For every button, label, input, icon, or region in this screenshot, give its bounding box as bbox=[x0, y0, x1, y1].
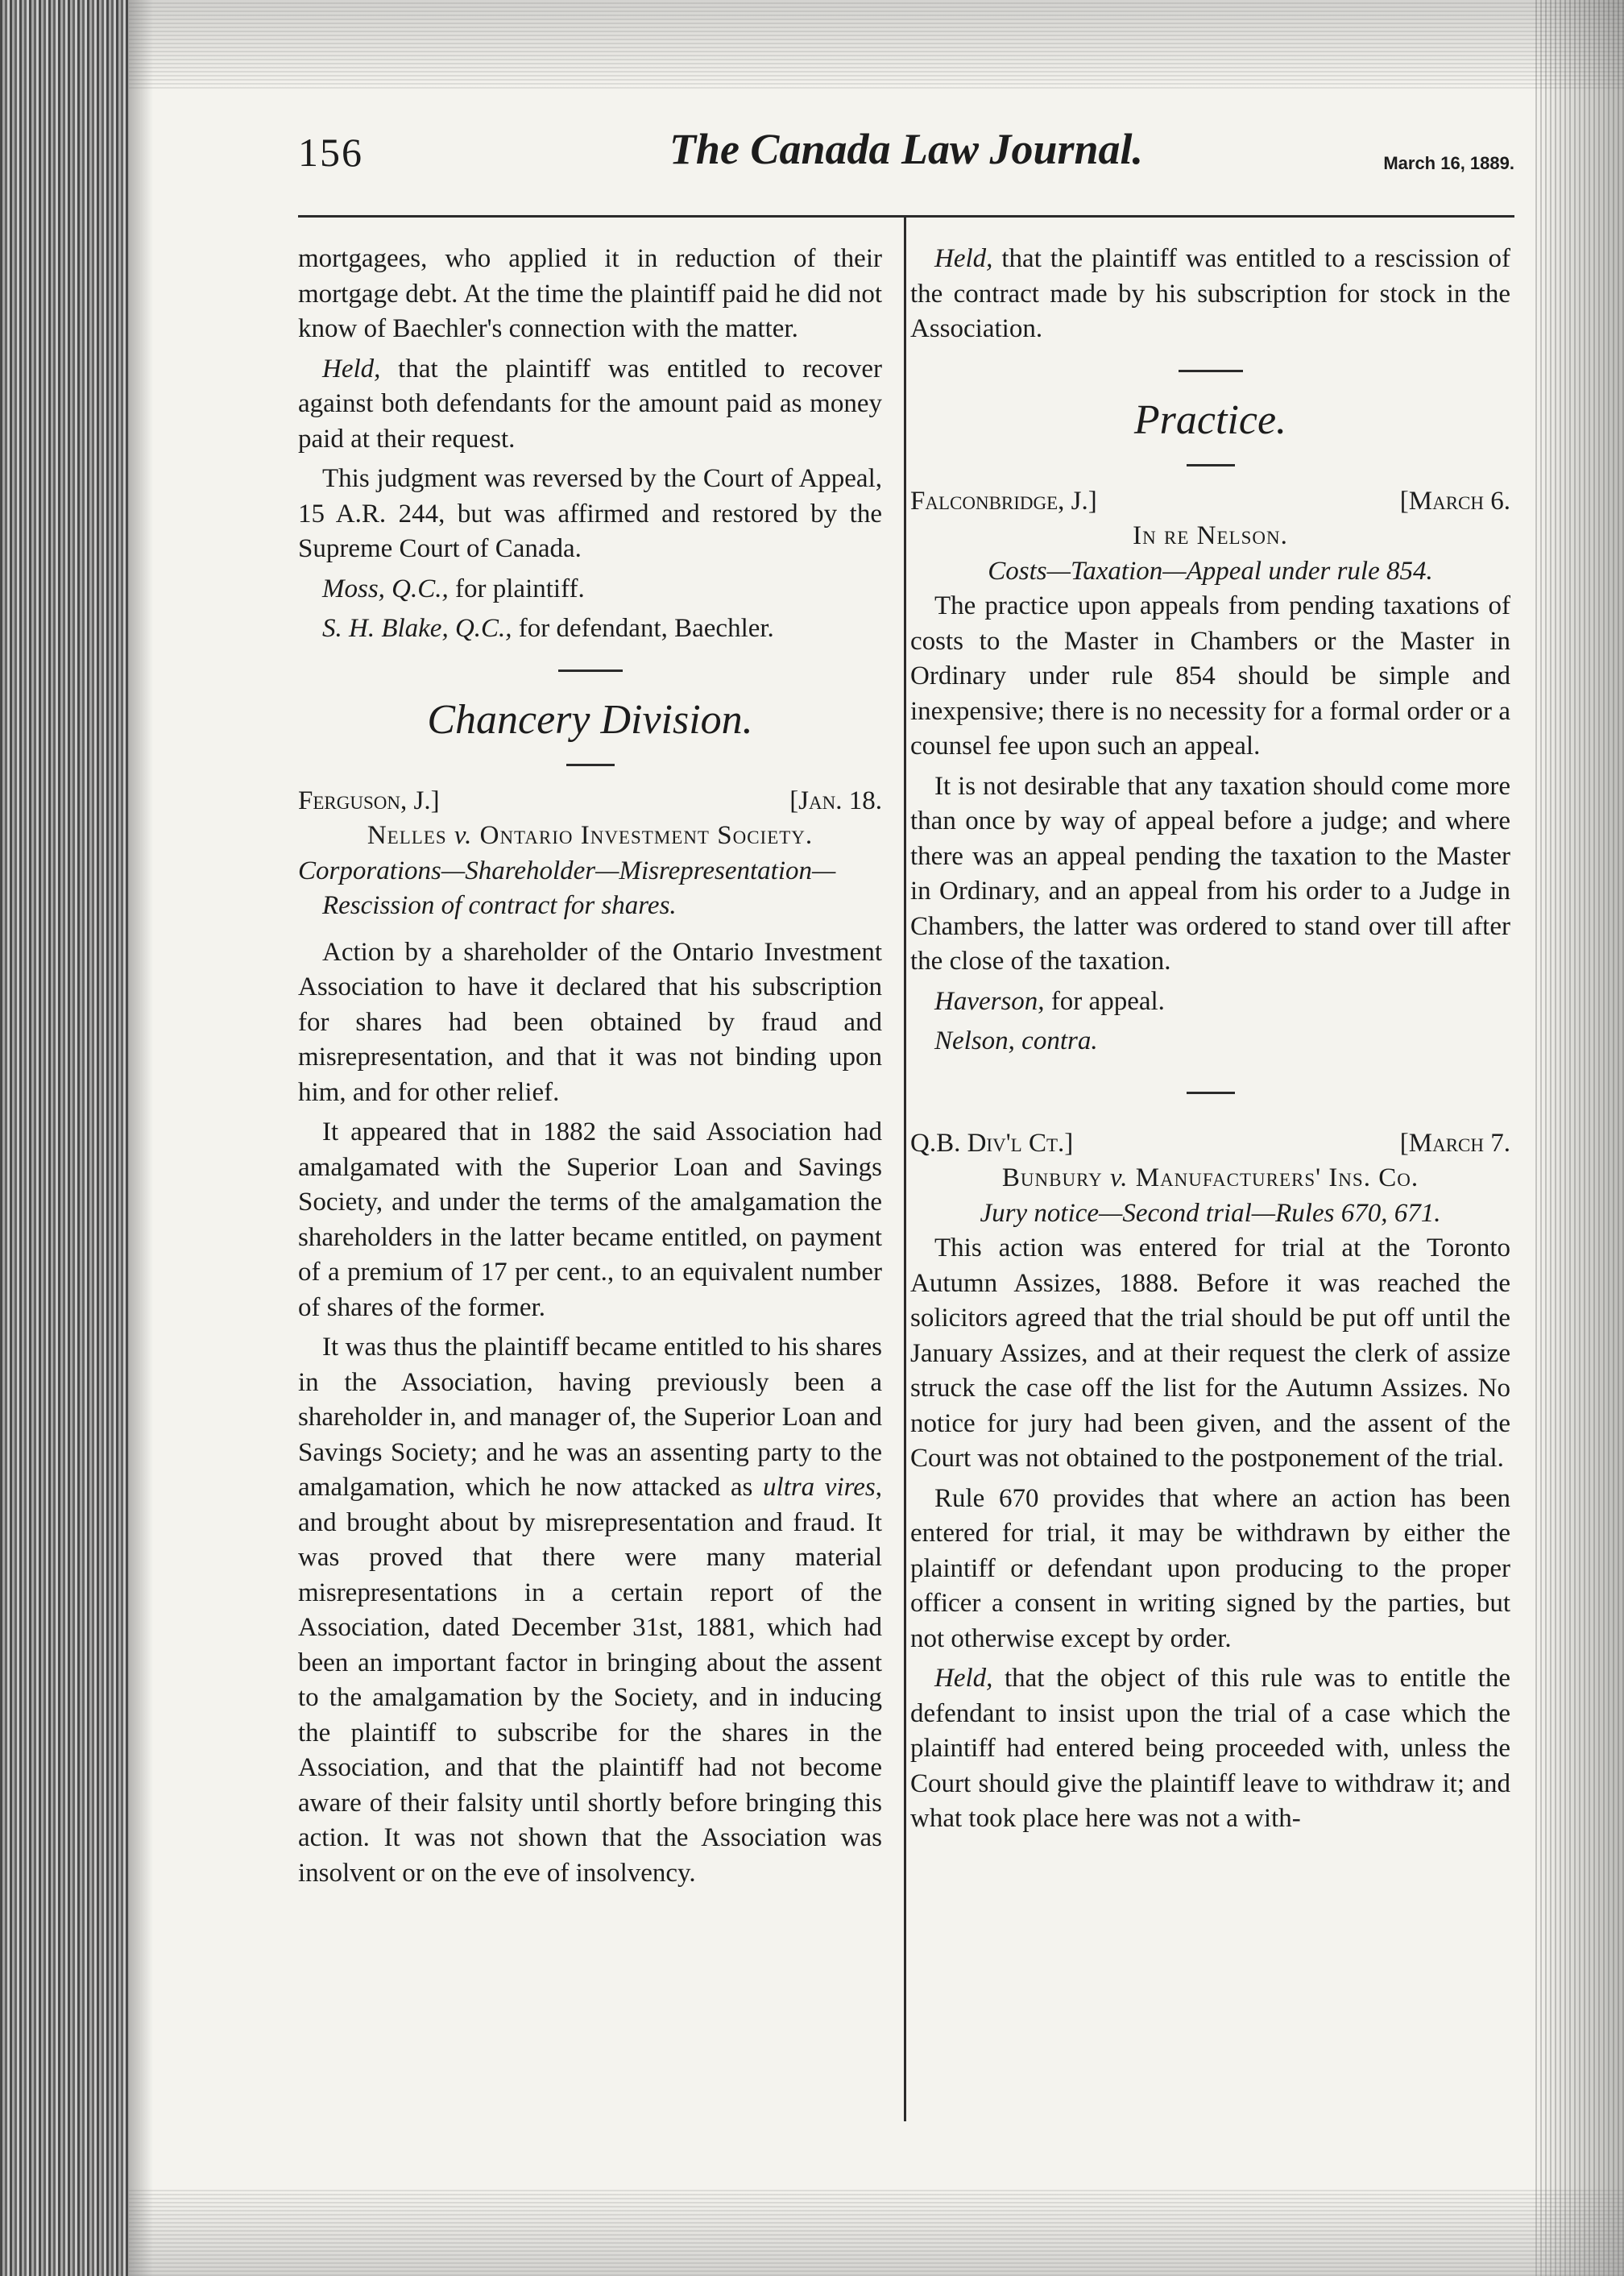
paragraph bbox=[298, 352, 882, 458]
running-header bbox=[298, 121, 1514, 185]
case-title: In re Nelson. bbox=[1133, 521, 1288, 550]
paragraph: The practice upon appeals from pending taxations of costs to the Master in Chambers or the Master in Ordinary under rule 854 should be simple and inexpensive; there is no necessity for a formal order or a counsel fee upon such an appeal. bbox=[910, 591, 1510, 761]
section-heading-chancery: Chancery Division. bbox=[427, 696, 753, 743]
case-header bbox=[910, 484, 1510, 520]
italic-term: ultra vires bbox=[763, 1473, 876, 1502]
scan-edge-right bbox=[1535, 0, 1624, 2276]
section-heading-practice: Practice. bbox=[1133, 396, 1287, 443]
paragraph: This action was entered for trial at the Toronto Autumn Assizes, 1888. Before it was reached the solicitors agreed that the trial should be put off until the January Assizes, and at their request the clerk of assize struck the case off the list for the Autumn Assizes. No notice for jury had been given, and the assent of the Court was not obtained to the postponement of the trial. bbox=[910, 1233, 1510, 1473]
held-lead: Held, bbox=[934, 244, 993, 273]
case-subject: Jury notice—Second trial—Rules 670, 671. bbox=[980, 1198, 1441, 1228]
issue-date: March 16, 1889. bbox=[1383, 153, 1514, 173]
case-date: [Jan. 18. bbox=[789, 786, 882, 815]
left-column bbox=[298, 242, 882, 1891]
paragraph: It is not desirable that any taxation should come more than once by way of appeal before a judge; and where there was an appeal pending the taxation to the Master in Ordinary, and an appeal from his order to a Judge in Chambers, the latter was ordered to stand over till after the close of the taxation. bbox=[910, 771, 1510, 976]
paragraph bbox=[298, 1330, 882, 1891]
scan-edge-bottom bbox=[129, 2187, 1624, 2276]
paragraph: Action by a shareholder of the Ontario Investment Association to have it declared that his subscription for shares had been obtained by fraud and misrepresentation, and that it was not binding upon him, and for other relief. bbox=[298, 937, 882, 1107]
held-lead: Held, bbox=[934, 1664, 993, 1693]
right-column bbox=[910, 242, 1510, 1837]
section-rule bbox=[558, 670, 623, 672]
case-title bbox=[910, 1161, 1510, 1196]
counsel-line bbox=[298, 611, 882, 647]
case-date: [March 7. bbox=[1399, 1128, 1510, 1158]
paragraph-text: that the object of this rule was to entitle the defendant to insist upon the trial of a case which the plaintiff had entered being proceeded with, unless the Court should give the plaintiff leave to withdraw it; and what took place here was not a with- bbox=[910, 1664, 1510, 1833]
counsel-line bbox=[298, 572, 882, 607]
paragraph-text: , and brought about by misrepresentation and fraud. It was proved that there were many material misrepresentations in a certain report of the Association, dated December 31st, 1881, which had been an important factor in bringing about the assent to the amalgamation by the Society, and in inducing the plaintiff to subscribe for the shares in the Association, and that the plaintiff had not become aware of their falsity until shortly before bringing this action. It was not shown that the Association was insolvent or on the eve of insolvency. bbox=[298, 1473, 882, 1888]
case-versus: v. bbox=[1110, 1163, 1129, 1192]
scan-edge-top bbox=[129, 0, 1624, 89]
counsel-line bbox=[910, 985, 1510, 1020]
section-rule bbox=[1187, 1092, 1235, 1094]
case-title bbox=[298, 819, 882, 854]
paragraph: Rule 670 provides that where an action has been entered for trial, it may be withdrawn by either the plaintiff or defendant upon producing to the proper officer a consent in writing signed by the parties, but not otherwise except by order. bbox=[910, 1483, 1510, 1653]
case-party: Bunbury bbox=[1001, 1163, 1103, 1192]
case-versus: v. bbox=[454, 821, 473, 850]
case-judge: Ferguson, J.] bbox=[298, 786, 440, 815]
counsel-line: Nelson, contra. bbox=[934, 1026, 1098, 1055]
counsel-role: for plaintiff. bbox=[448, 574, 585, 603]
book-spine-shadow bbox=[0, 0, 129, 2276]
case-header bbox=[298, 784, 882, 819]
page-number: 156 bbox=[298, 130, 363, 175]
counsel-role: for appeal. bbox=[1044, 986, 1165, 1016]
case-party: Manufacturers' Ins. Co. bbox=[1135, 1163, 1419, 1192]
counsel-name: S. H. Blake, Q.C., bbox=[322, 614, 512, 643]
paragraph: mortgagees, who applied it in reduction of their mortgage debt. At the time the plaintiff paid he did not know of Baechler's connection with the matter. bbox=[298, 244, 882, 343]
paragraph-text: It was thus the plaintiff became entitled to his shares in the Association, having previously been a shareholder in, and manager of, the Superior Loan and Savings Society; and he was an assenting party to the amalgamation, which he now attacked as bbox=[298, 1333, 882, 1502]
case-judge: Q.B. Div'l Ct.] bbox=[910, 1128, 1074, 1158]
paragraph bbox=[910, 1661, 1510, 1837]
journal-title: The Canada Law Journal. bbox=[669, 125, 1144, 173]
case-header bbox=[910, 1126, 1510, 1162]
case-judge: Falconbridge, J.] bbox=[910, 486, 1097, 516]
case-party: Ontario Investment Society. bbox=[479, 821, 814, 850]
section-rule bbox=[566, 764, 615, 766]
paragraph: This judgment was reversed by the Court of Appeal, 15 A.R. 244, but was affirmed and restored by the Supreme Court of Canada. bbox=[298, 464, 882, 563]
section-rule bbox=[1179, 370, 1243, 372]
paragraph: It appeared that in 1882 the said Association had amalgamated with the Superior Loan and Savings Society, and under the terms of the amalgamation the shareholders in the latter became entitled, on payment of a premium of 17 per cent., to an equivalent number of shares of the former. bbox=[298, 1117, 882, 1322]
case-subject: Corporations—Shareholder—Misrepresentation—Rescission of contract for shares. bbox=[298, 856, 836, 920]
case-party: Nelles bbox=[367, 821, 447, 850]
counsel-name: Moss, Q.C., bbox=[322, 574, 449, 603]
paragraph-text: that the plaintiff was entitled to a rescission of the contract made by his subscription for stock in the Association. bbox=[910, 244, 1510, 343]
held-lead: Held, bbox=[322, 354, 381, 383]
section-rule bbox=[1187, 464, 1235, 466]
case-subject: Costs—Taxation—Appeal under rule 854. bbox=[988, 556, 1433, 586]
counsel-name: Haverson, bbox=[934, 986, 1045, 1016]
counsel-role: for defendant, Baechler. bbox=[512, 614, 774, 643]
header-rule bbox=[298, 215, 1514, 218]
column-divider bbox=[904, 216, 906, 2121]
paragraph bbox=[910, 242, 1510, 347]
paragraph-text: that the plaintiff was entitled to recover against both defendants for the amount paid as money paid at their request. bbox=[298, 354, 882, 454]
case-date: [March 6. bbox=[1399, 486, 1510, 516]
